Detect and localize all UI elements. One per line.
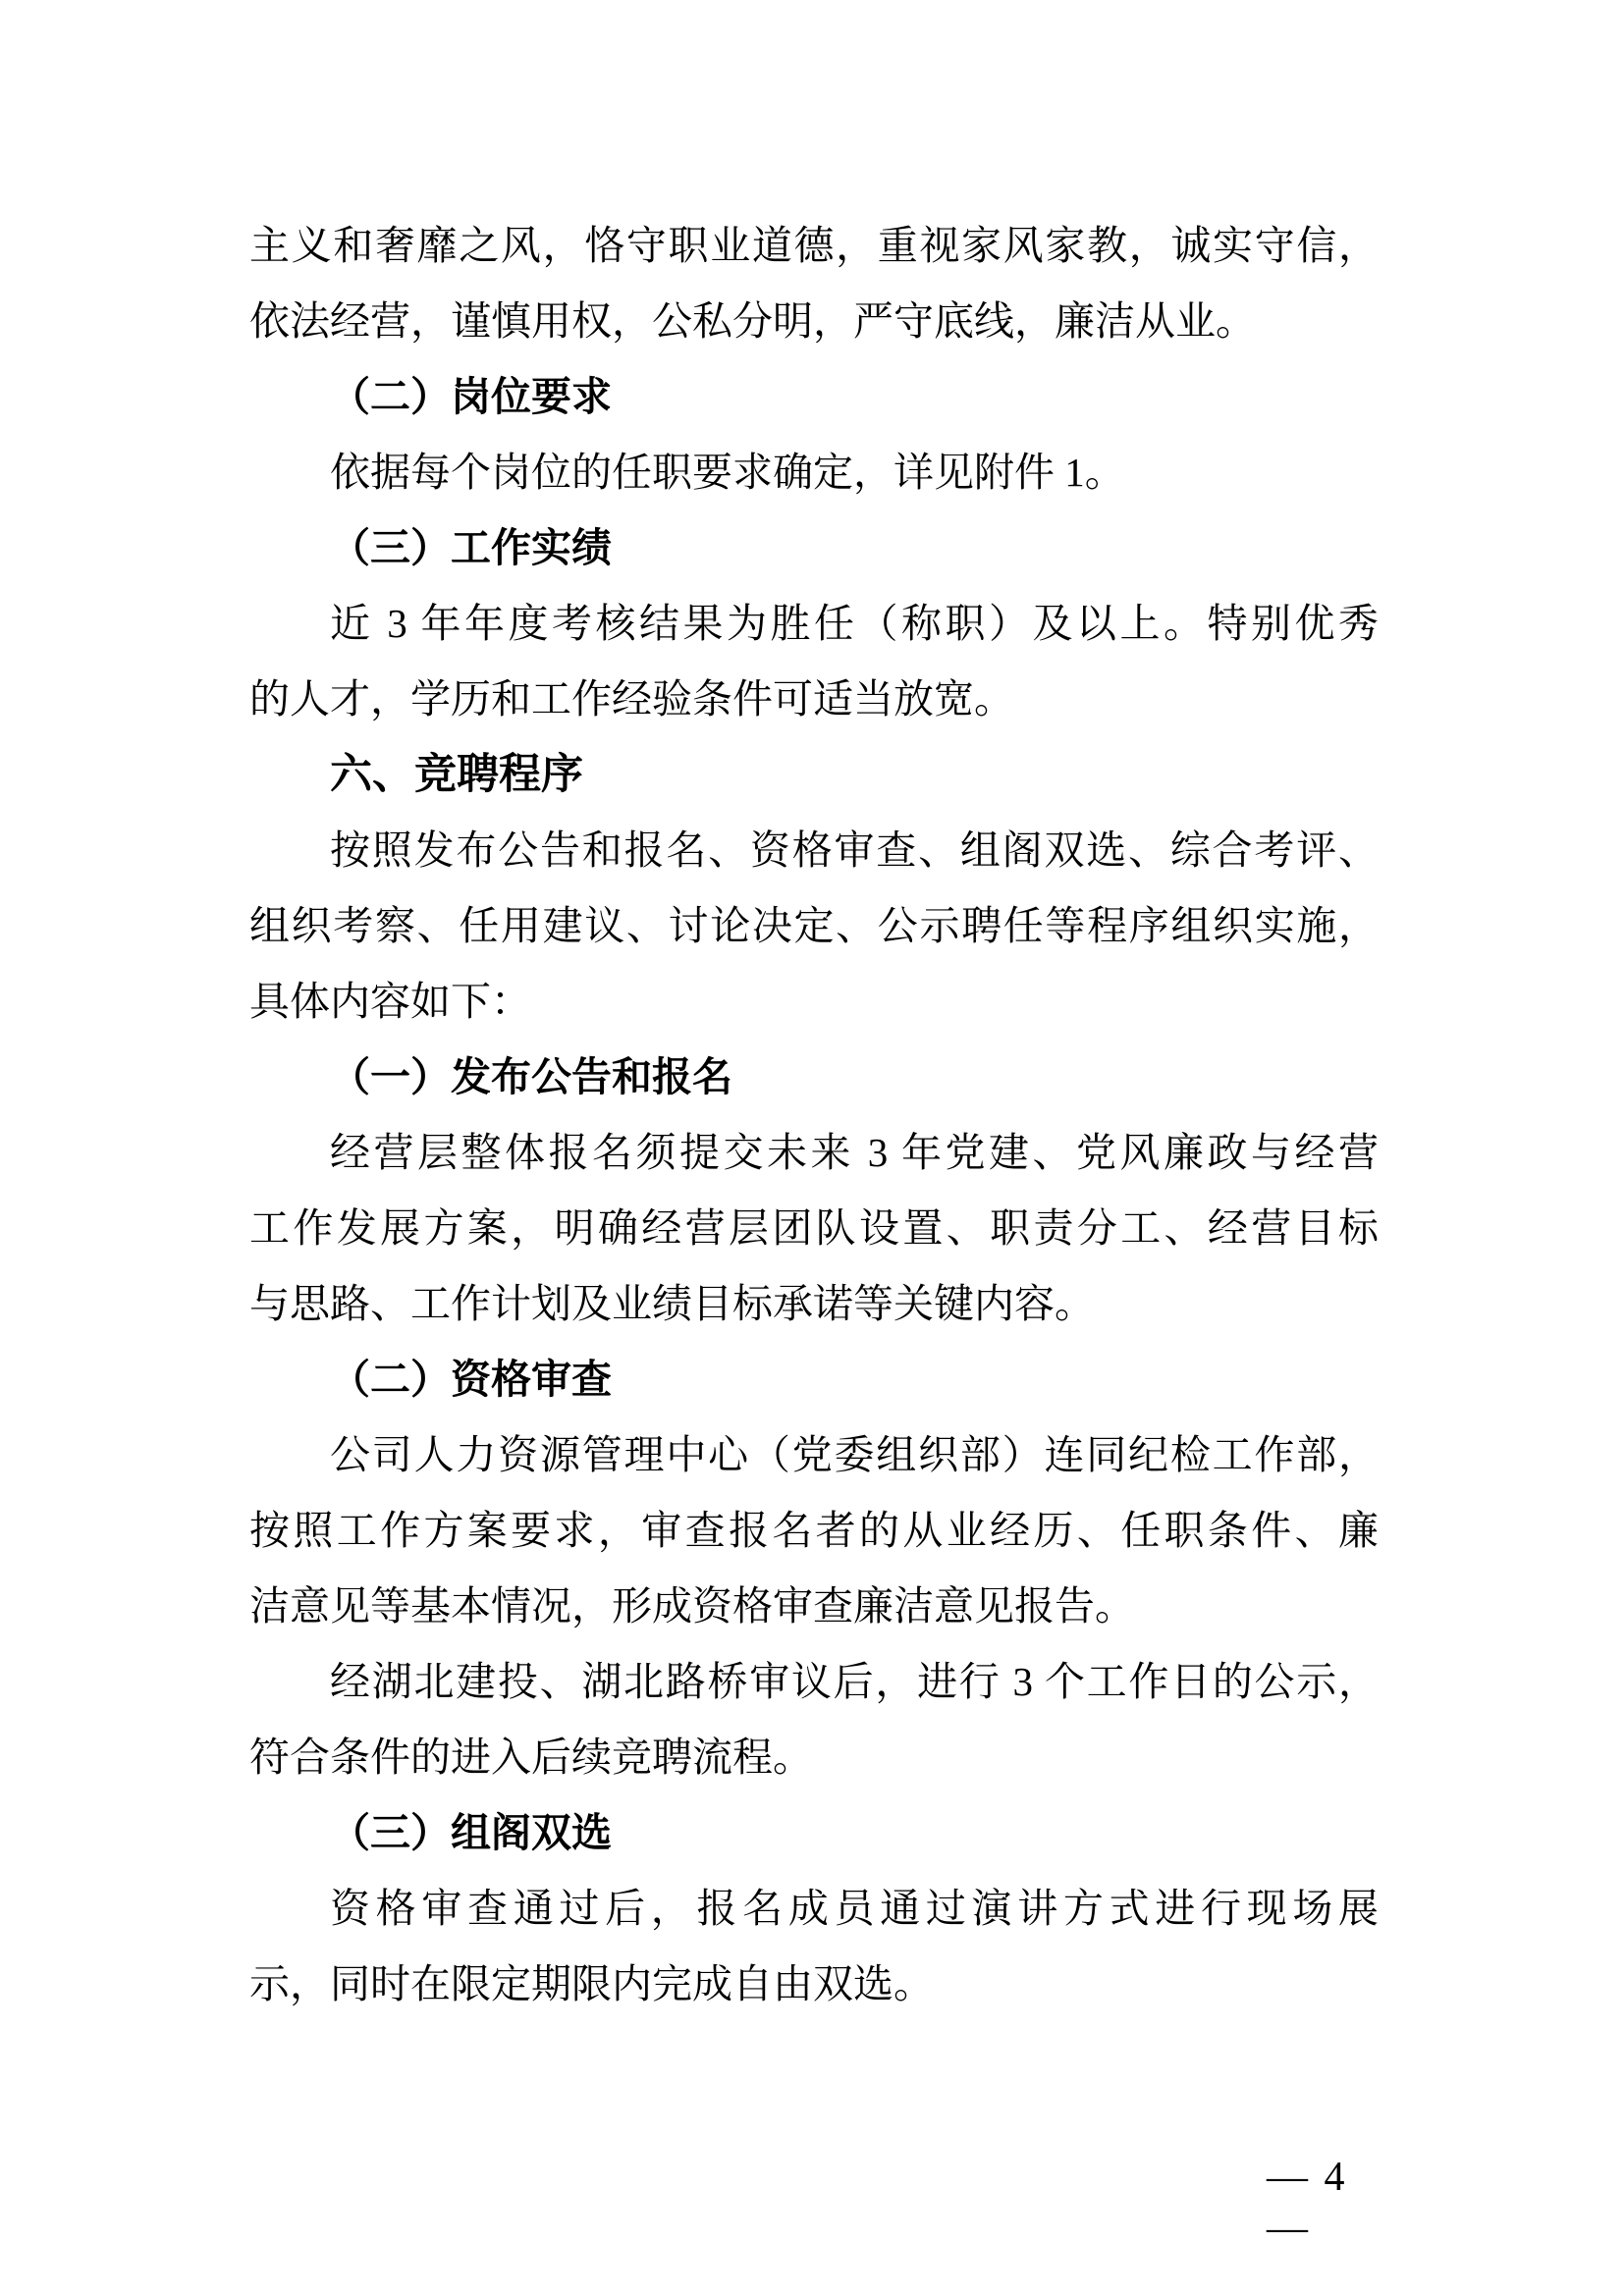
text-line: 按照工作方案要求，审查报名者的从业经历、任职条件、廉: [249, 1508, 1379, 1553]
text-line: 资格审查通过后，报名成员通过演讲方式进行现场展: [330, 1886, 1379, 1931]
subsection-heading-announcement-registration: （一）发布公告和报名: [330, 1054, 732, 1099]
text-line: 具体内容如下：: [249, 979, 531, 1024]
page-number: — 4 —: [1267, 2155, 1348, 2251]
text-line: 的人才，学历和工作经验条件可适当放宽。: [249, 676, 1014, 721]
text-line: 与思路、工作计划及业绩目标承诺等关键内容。: [249, 1281, 1095, 1326]
text-line: 按照发布公告和报名、资格审查、组阁双选、综合考评、: [330, 828, 1379, 873]
text-line: 洁意见等基本情况，形成资格审查廉洁意见报告。: [249, 1583, 1135, 1629]
text-line: 公司人力资源管理中心（党委组织部）连同纪检工作部，: [330, 1432, 1379, 1477]
subsection-heading-cabinet-mutual-selection: （三）组阁双选: [330, 1810, 612, 1855]
text-line: 组织考察、任用建议、讨论决定、公示聘任等程序组织实施，: [249, 903, 1379, 948]
subsection-heading-work-performance: （三）工作实绩: [330, 525, 612, 570]
subsection-heading-qualification-review: （二）资格审查: [330, 1357, 612, 1402]
text-line: 经营层整体报名须提交未来 3 年党建、党风廉政与经营: [330, 1130, 1379, 1175]
text-line: 经湖北建投、湖北路桥审议后，进行 3 个工作日的公示，: [330, 1659, 1379, 1704]
subsection-heading-position-requirements: （二）岗位要求: [330, 374, 612, 419]
text-line: 近 3 年年度考核结果为胜任（称职）及以上。特别优秀: [330, 601, 1379, 646]
document-body: [249, 208, 1379, 2022]
text-line: 依法经营，谨慎用权，公私分明，严守底线，廉洁从业。: [249, 298, 1256, 344]
text-line: 符合条件的进入后续竞聘流程。: [249, 1735, 813, 1780]
text-line: 示，同时在限定期限内完成自由双选。: [249, 1961, 934, 2006]
text-line: 主义和奢靡之风，恪守职业道德，重视家风家教，诚实守信，: [249, 223, 1379, 268]
section-heading-competition-procedure: 六、竞聘程序: [330, 751, 583, 798]
text-line: 工作发展方案，明确经营层团队设置、职责分工、经营目标: [249, 1205, 1379, 1251]
text-line: 依据每个岗位的任职要求确定，详见附件 1。: [330, 450, 1125, 495]
